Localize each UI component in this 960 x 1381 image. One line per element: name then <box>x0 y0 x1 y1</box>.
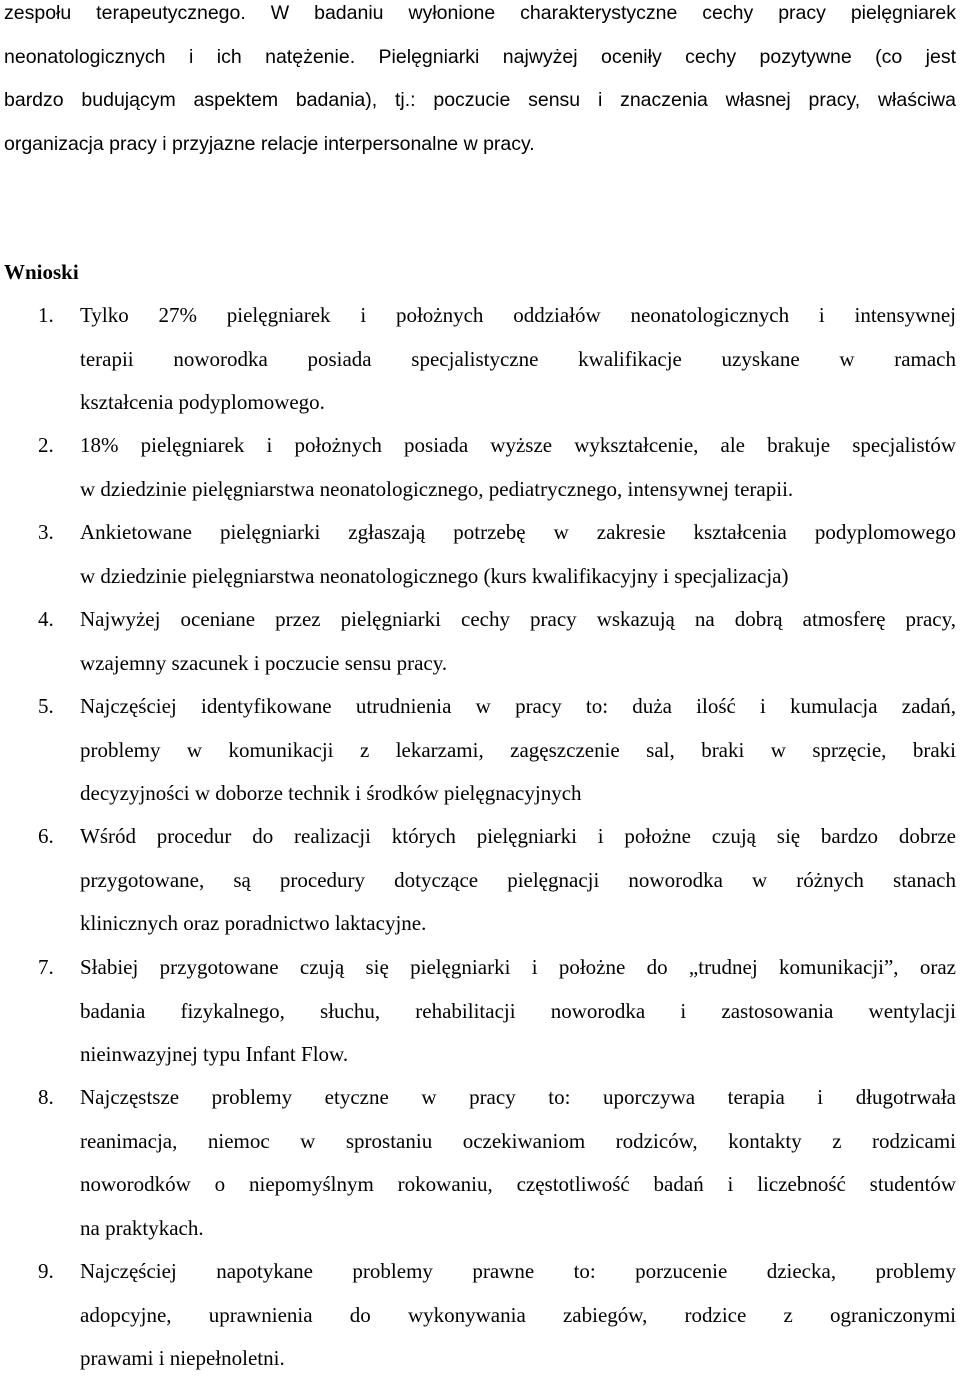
item-line: Ankietowane pielęgniarki zgłaszają potrzebę w zakresie kształcenia podyplomowego <box>80 520 956 544</box>
item-number: 5. <box>38 694 54 718</box>
item-number: 3. <box>38 520 54 544</box>
item-line: decyzyjności w doborze technik i środków pielęgnacyjnych <box>80 781 582 805</box>
item-text <box>80 685 956 816</box>
item-line: Najczęściej identyfikowane utrudnienia w pracy to: duża ilość i kumulacja zadań, <box>80 694 956 718</box>
item-line: terapii noworodka posiada specjalistyczne kwalifikacje uzyskane w ramach <box>80 346 956 371</box>
item-number: 4. <box>38 607 54 631</box>
item-number: 6. <box>38 824 54 848</box>
item-text <box>80 1076 956 1250</box>
item-line: noworodków o niepomyślnym rokowaniu, częstotliwość badań i liczebność studentów <box>80 1172 956 1196</box>
item-number: 9. <box>38 1259 54 1283</box>
item-line: Najczęstsze problemy etyczne w pracy to: uporczywa terapia i długotrwała <box>80 1085 956 1109</box>
item-line: nieinwazyjnej typu Infant Flow. <box>80 1042 349 1066</box>
item-line: na praktykach. <box>80 1215 204 1240</box>
item-line: Słabiej przygotowane czują się pielęgniarki i położne do „trudnej komunikacji”, oraz <box>80 955 956 979</box>
item-line: w dziedzinie pielęgniarstwa neonatologicznego, pediatrycznego, intensywnej terapii. <box>80 476 794 501</box>
item-number: 1. <box>38 303 54 327</box>
item-line: prawami i niepełnoletni. <box>80 1346 285 1370</box>
intro-line: bardzo budującym aspektem badania), tj.: poczucie sensu i znaczenia własnej pracy, właściwa <box>4 89 956 111</box>
item-number: 8. <box>38 1085 54 1109</box>
item-text <box>80 815 956 946</box>
item-line: adopcyjne, uprawnienia do wykonywania zabiegów, rodzice z ograniczonymi <box>80 1302 956 1327</box>
intro-line: organizacja pracy i przyjazne relacje interpersonalne w pracy. <box>4 132 535 155</box>
item-line: badania fizykalnego, słuchu, rehabilitacji noworodka i zastosowania wentylacji <box>80 998 956 1023</box>
item-number: 7. <box>38 955 54 979</box>
item-line: reanimacja, niemoc w sprostaniu oczekiwaniom rodziców, kontakty z rodzicami <box>80 1128 956 1153</box>
item-number: 2. <box>38 433 54 457</box>
item-line: Wśród procedur do realizacji których pielęgniarki i położne czują się bardzo dobrze <box>80 824 956 848</box>
item-line: problemy w komunikacji z lekarzami, zagęszczenie sal, braki w sprzęcie, braki <box>80 737 956 762</box>
item-text <box>80 294 956 425</box>
item-line: przygotowane, są procedury dotyczące pielęgnacji noworodka w różnych stanach <box>80 867 956 892</box>
item-text <box>80 946 956 1077</box>
intro-paragraph <box>4 0 956 166</box>
intro-line: neonatologicznych i ich natężenie. Pielęgniarki najwyżej oceniły cechy pozytywne (co jest <box>4 45 956 68</box>
item-line: Najwyżej oceniane przez pielęgniarki cechy pracy wskazują na dobrą atmosferę pracy, <box>80 607 956 631</box>
item-line: w dziedzinie pielęgniarstwa neonatologicznego (kurs kwalifikacyjny i specjalizacja) <box>80 563 789 588</box>
item-text <box>80 598 956 685</box>
item-line: Tylko 27% pielęgniarek i położnych oddziałów neonatologicznych i intensywnej <box>80 303 956 327</box>
item-line: wzajemny szacunek i poczucie sensu pracy. <box>80 650 448 675</box>
item-line: 18% pielęgniarek i położnych posiada wyższe wykształcenie, ale brakuje specjalistów <box>80 433 956 457</box>
item-text <box>80 511 956 598</box>
item-text <box>80 1250 956 1381</box>
item-text <box>80 424 956 511</box>
item-line: Najczęściej napotykane problemy prawne to: porzucenie dziecka, problemy <box>80 1259 956 1283</box>
section-heading: Wnioski <box>4 260 79 284</box>
intro-line: zespołu terapeutycznego. W badaniu wyłonione charakterystyczne cechy pracy pielęgniarek <box>4 2 956 24</box>
item-line: kształcenia podyplomowego. <box>80 390 325 414</box>
item-line: klinicznych oraz poradnictwo laktacyjne. <box>80 911 427 935</box>
